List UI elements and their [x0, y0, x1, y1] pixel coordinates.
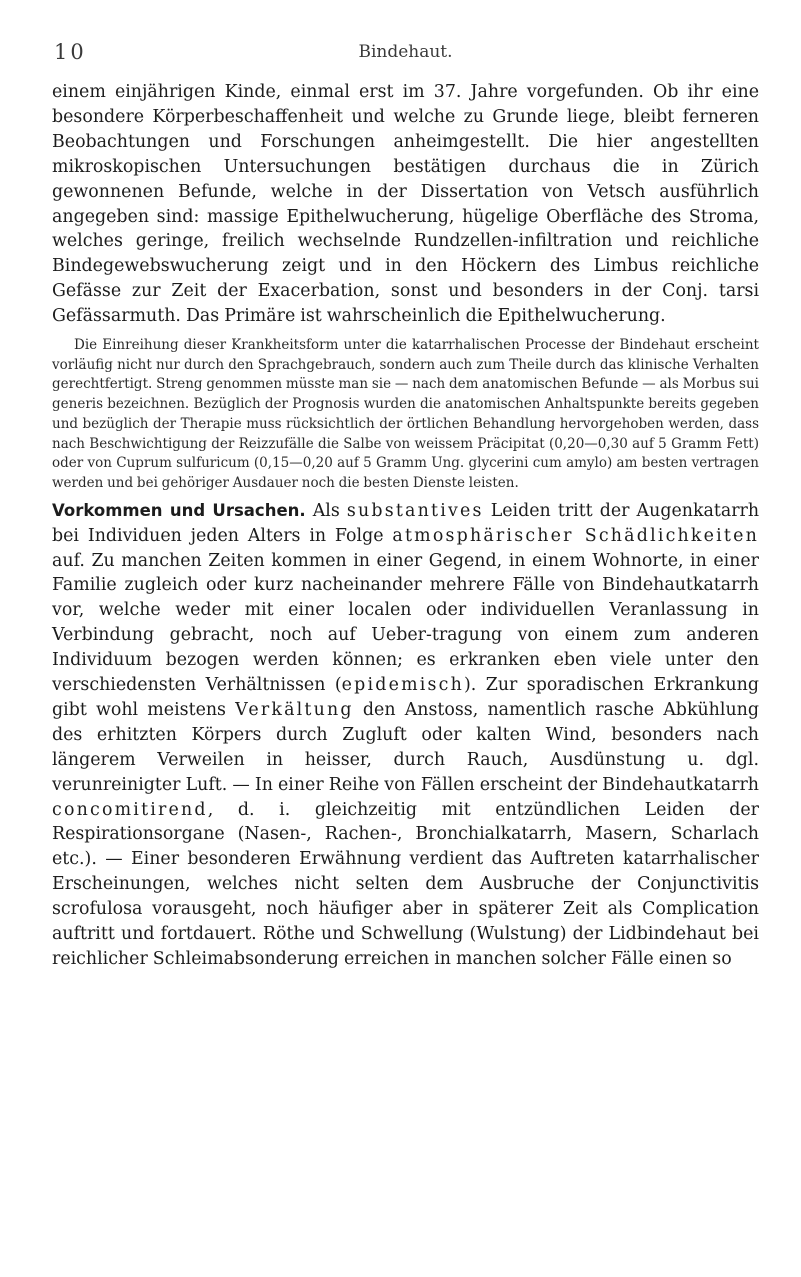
footnote-paragraph: Die Einreihung dieser Krankheitsform unter die katarrhalischen Processe der Bindehaut erscheint vorläufig nicht nur durch den Sprachgebrauch, sondern auch zum Theile durch das klinische Verhalten gerechtfertigt. Streng genommen müsste man sie — nach dem anatomischen Befunde — als Morbus sui generis bezeichnen. Bezüglich der Prognosis wurden die anatomischen Anhaltspunkte bereits gegeben und bezüglich der Therapie muss rücksichtlich der örtlichen Behandlung hervorgehoben werden, dass nach Beschwichtigung der Reizzufälle die Salbe von weissem Präcipitat (0,20—0,30 auf 5 Gramm Fett) oder von Cuprum sulfuricum (0,15—0,20 auf 5 Gramm Ung. glycerini cum amylo) am besten vertragen werden und bei gehöriger Ausdauer noch die besten Dienste leisten.	[52, 337, 759, 491]
running-head	[52, 40, 759, 80]
page-number: 10	[54, 40, 87, 64]
section-text-5: den Anstoss, namentlich rasche Abkühlung des erhitzten Körpers durch Zugluft oder kalten Wind, besonders nach längerem Verweilen in heisser, durch Rauch, Ausdünstung u. dgl. verunreinigter Luft. — In einer Reihe von Fällen erscheint der Bindehautkatarrh	[52, 699, 759, 795]
running-title: Bindehaut.	[358, 42, 453, 62]
section-title: Vorkommen und Ursachen.	[52, 500, 306, 520]
emphasis-epidemisch: epidemisch	[341, 675, 464, 696]
emphasis-concomitirend: concomitirend	[52, 799, 208, 820]
section-text-2: Leiden tritt der Augenkatarrh bei Individuen jeden Alters in Folge	[52, 500, 760, 546]
section-text-6: , d. i. gleichzeitig mit entzündlichen Leiden der Respirationsorgane (Nasen-, Rachen-, Bronchialkatarrh, Masern, Scharlach etc.). — Einer besonderen Erwähnung verdient das Auftreten katarrhalischer Erscheinungen, welches nicht selten dem Ausbruche der Conjunctivitis scrofulosa vorausgeht, noch häufiger aber in späterer Zeit als Complication auftritt und fortdauert. Röthe und Schwellung (Wulstung) der Lidbindehaut bei reichlicher Schleimabsonderung erreichen in manchen solcher Fälle einen so	[52, 799, 759, 969]
book-page	[52, 40, 759, 972]
emphasis-verkaeltung: Verkältung	[235, 699, 354, 720]
section-paragraph	[52, 499, 759, 972]
section-text-4: ). Zur sporadischen Erkrankung gibt wohl meistens	[52, 675, 759, 720]
body-paragraph: einem einjährigen Kinde, einmal erst im 37. Jahre vorgefunden. Ob ihr eine besondere Körperbeschaffenheit und welche zu Grunde liege, bleibt ferneren Beobachtungen und Forschungen anheimgestellt. Die hier angestellten mikroskopischen Untersuchungen bestätigen durchaus die in Zürich gewonnenen Befunde, welche in der Dissertation von Vetsch ausführlich angegeben sind: massige Epithelwucherung, hügelige Oberfläche des Stroma, welches geringe, freilich wechselnde Rundzellen-infiltration und reichliche Bindegewebswucherung zeigt und in den Höckern des Limbus reichliche Gefässe zur Zeit der Exacerbation, sonst und besonders in der Conj. tarsi Gefässarmuth. Das Primäre ist wahrscheinlich die Epithelwucherung.	[52, 82, 759, 327]
emphasis-atmosphaerisch: atmosphärischer Schädlichkeiten	[392, 525, 760, 546]
section-text-3: auf. Zu manchen Zeiten kommen in einer Gegend, in einem Wohnorte, in einer Familie zugleich oder kurz nacheinander mehrere Fälle von Bindehautkatarrh vor, welche weder mit einer localen oder individuellen Veranlassung in Verbindung gebracht, noch auf Ueber-tragung von einem zum anderen Individuum bezogen werden können; es erkranken eben viele unter den verschiedensten Verhältnissen (	[52, 550, 759, 696]
emphasis-substantives: substantives	[346, 500, 484, 521]
section-text-1: Als	[312, 500, 340, 521]
